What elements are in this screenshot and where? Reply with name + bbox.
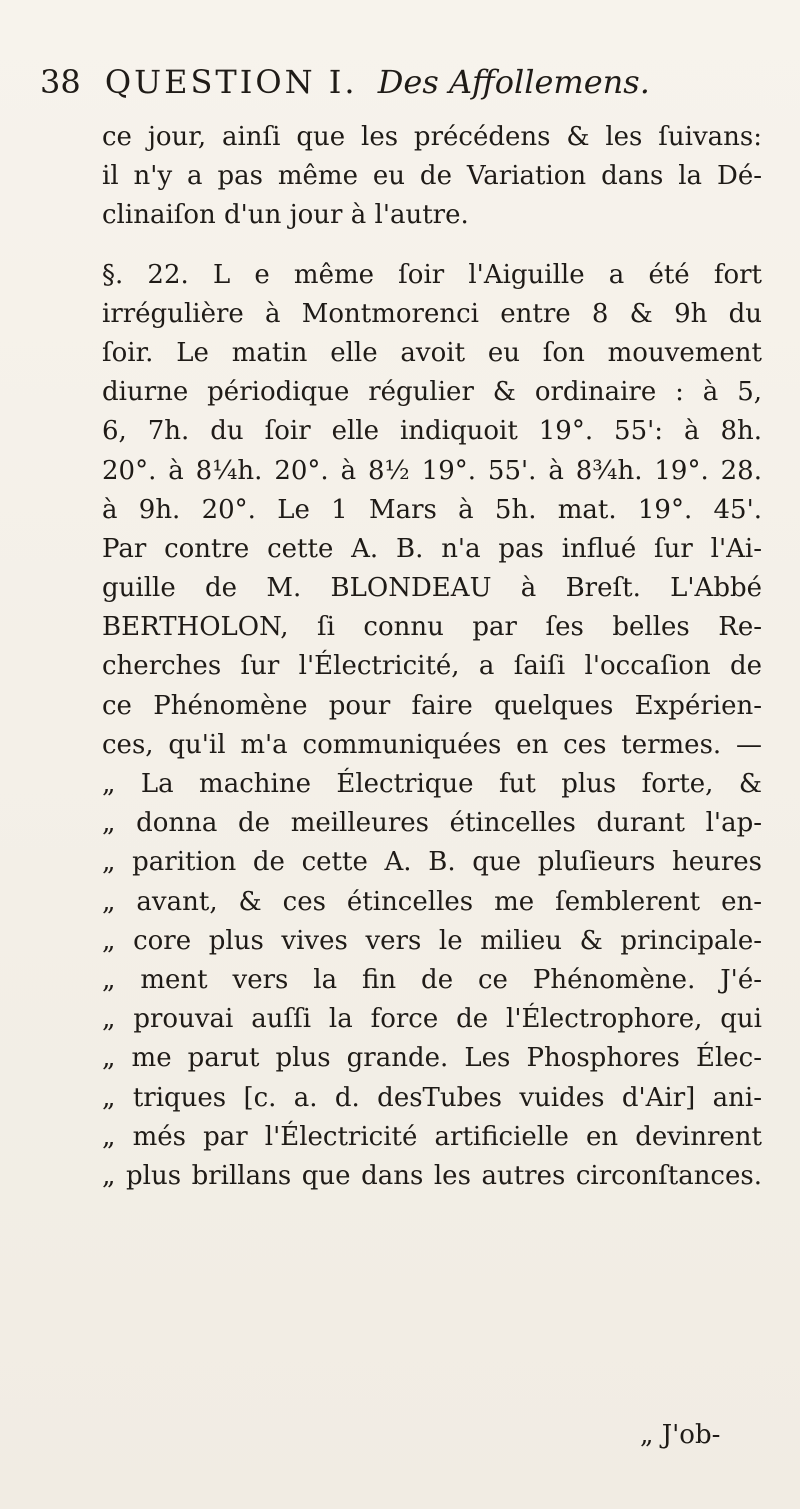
paragraph-gap: [102, 236, 762, 256]
quote-line: „ avant, & ces étincelles me ſemblerent en-: [102, 886, 762, 917]
text-line: cherches ſur l'Électricité, a ſaiſi l'occaſion de: [102, 651, 762, 682]
paragraph-continuation: [102, 118, 762, 236]
text-line: ce Phénomène pour faire quelques Expérien-: [102, 690, 762, 721]
text-line: ces, qu'il m'a communiquées en ces termes. —: [102, 729, 762, 760]
quote-line: „ ment vers la fin de ce Phénomène. J'é-: [102, 964, 762, 995]
text-line: §. 22. L e même ſoir l'Aiguille a été fort: [102, 259, 762, 290]
quote-line: „ me parut plus grande. Les Phosphores Élec-: [102, 1043, 762, 1074]
quote-line: „ plus brillans que dans les autres circonſtances.: [102, 1160, 762, 1191]
text-line: 6, 7h. du ſoir elle indiquoit 19°. 55': à 8h.: [102, 416, 762, 447]
text-line: Par contre cette A. B. n'a pas influé ſur l'Ai-: [102, 533, 762, 564]
text-line: 20°. à 8¼h. 20°. à 8½ 19°. 55'. à 8¾h. 19°. 28.: [102, 455, 762, 486]
catchword: „ J'ob-: [640, 1420, 721, 1450]
quoted-passage: [102, 765, 762, 1196]
paragraph-section-22: [102, 256, 762, 765]
text-line: il n'y a pas même eu de Variation dans la Dé-: [102, 161, 762, 192]
text-line: ce jour, ainſi que les précédens & les ſuivans:: [102, 122, 762, 152]
quote-line: „ triques [c. a. d. desTubes vuides d'Air] ani-: [102, 1082, 762, 1113]
running-title: QUESTION I.: [104, 63, 358, 101]
text-line: ſoir. Le matin elle avoit eu ſon mouvement: [102, 337, 762, 368]
text-line: diurne périodique régulier & ordinaire : à 5,: [102, 377, 762, 408]
quote-line: „ més par l'Électricité artificielle en devinrent: [102, 1121, 762, 1152]
quote-line: „ parition de cette A. B. que pluſieurs heures: [102, 847, 762, 878]
running-header: [40, 62, 760, 102]
text-line: guille de M. BLONDEAU à Breſt. L'Abbé: [102, 573, 762, 604]
text-line: clinaiſon d'un jour à l'autre.: [102, 200, 469, 231]
text-line: à 9h. 20°. Le 1 Mars à 5h. mat. 19°. 45'.: [102, 494, 762, 525]
quote-line: „ prouvai auſſi la force de l'Électrophore, qui: [102, 1004, 762, 1035]
page-body: [102, 118, 762, 1196]
text-line: BERTHOLON, ſi connu par ſes belles Re-: [102, 612, 762, 643]
quote-line: „ core plus vives vers le milieu & principale-: [102, 925, 762, 956]
quote-line: „ donna de meilleures étincelles durant l'ap-: [102, 808, 762, 839]
page-number: 38: [40, 63, 81, 101]
text-line: irrégulière à Montmorenci entre 8 & 9h du: [102, 298, 762, 329]
quote-line: „ La machine Électrique fut plus forte, &: [102, 769, 762, 799]
running-title-italic: Des Affollemens.: [377, 63, 650, 101]
